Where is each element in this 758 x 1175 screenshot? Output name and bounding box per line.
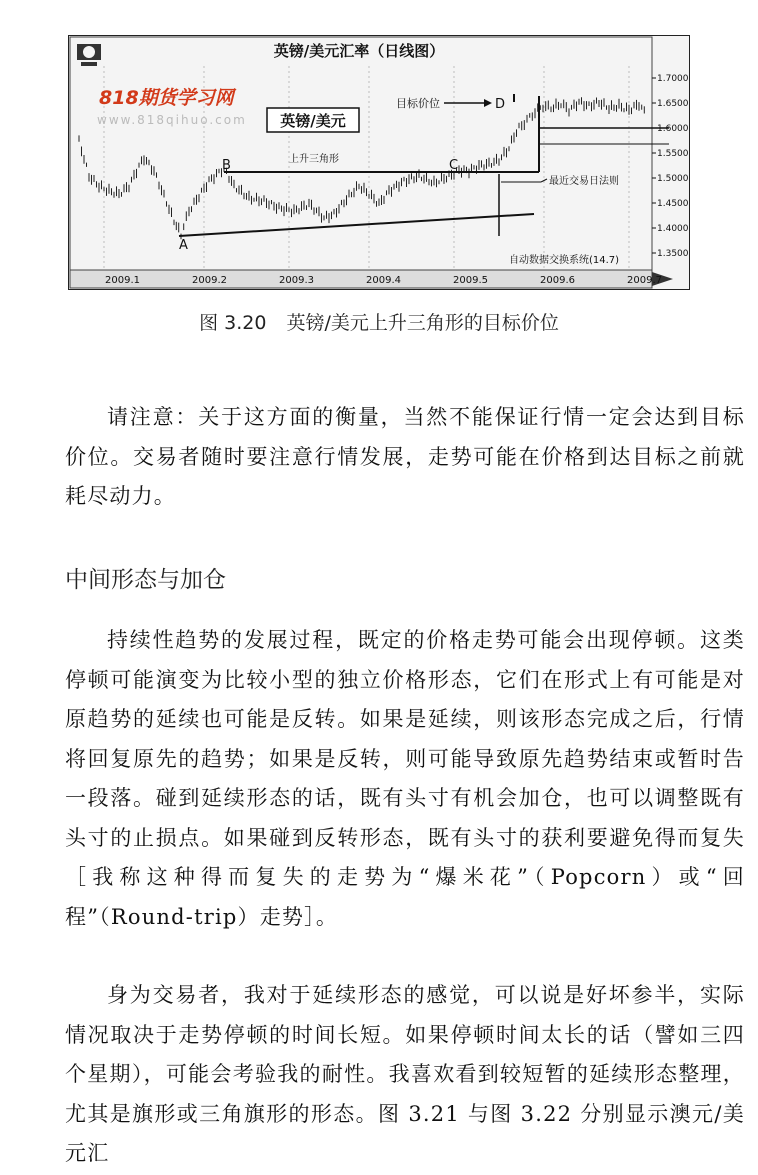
y-tick-label: 1.6500	[657, 99, 689, 109]
rule-label: 最近交易日法则	[549, 176, 619, 187]
x-tick-label: 2009.3	[279, 275, 314, 286]
paragraph-3: 身为交易者，我对于延续形态的感觉，可以说是好坏参半，实际情况取决于走势停顿的时间长短。如果停顿时间太长的话（譬如三四个星期），可能会考验我的耐性。我喜欢看到较短暂的延续形态整理，尤其是旗形或三角旗形的形态。图 3.21 与图 3.22 分别显示澳元/美元汇	[65, 983, 745, 1165]
triangle-label: 上升三角形	[289, 154, 339, 165]
y-tick-label: 1.6000	[657, 124, 689, 134]
chart-figure	[68, 35, 690, 290]
x-tick-label: 2009.5	[453, 275, 488, 286]
y-tick-label: 1.5000	[657, 174, 689, 184]
paragraph-1: 请注意：关于这方面的衡量，当然不能保证行情一定会达到目标价位。交易者随时要注意行情发展，走势可能在价格到达目标之前就耗尽动力。	[65, 405, 745, 508]
y-tick-label: 1.3500	[657, 249, 689, 259]
section-heading: 中间形态与加仓	[65, 567, 226, 593]
x-tick-label: 2009.4	[366, 275, 401, 286]
point-b-label: B	[222, 158, 231, 173]
system-label: 自动数据交换系统(14.7)	[509, 255, 620, 266]
x-tick-label: 2009.1	[105, 275, 140, 286]
x-tick-label: 2009.2	[192, 275, 227, 286]
y-tick-label: 1.4500	[657, 199, 689, 209]
y-tick-label: 1.5500	[657, 149, 689, 159]
arrow-right-icon	[484, 99, 492, 107]
caption-text: 英镑/美元上升三角形的目标价位	[286, 312, 559, 334]
pair-label: 英镑/美元	[280, 112, 346, 130]
x-tick-label: 2009.7	[627, 275, 662, 286]
point-a-label: A	[179, 238, 188, 253]
point-c-label: C	[449, 158, 459, 173]
y-tick-label: 1.7000	[657, 74, 689, 84]
figure-caption	[0, 308, 758, 335]
x-tick-label: 2009.6	[540, 275, 575, 286]
caption-number: 图 3.20	[199, 312, 267, 334]
watermark-logo: 818期货学习网	[99, 87, 234, 109]
ascending-support-line	[179, 214, 534, 236]
y-tick-label: 1.4000	[657, 224, 689, 234]
price-chart	[69, 36, 689, 289]
target-label: 目标价位	[396, 97, 440, 110]
exchange-logo-icon	[77, 44, 101, 66]
point-d-label: D	[495, 97, 506, 112]
watermark-url: www.818qihuo.com	[97, 113, 247, 127]
paragraph-2: 持续性趋势的发展过程，既定的价格走势可能会出现停顿。这类停顿可能演变为比较小型的独立价格形态，它们在形式上有可能是对原趋势的延续也可能是反转。如果是延续，则该形态完成之后，行情将回复原先的趋势；如果是反转，则可能导致原先趋势结束或暂时告一段落。碰到延续形态的话，既有头寸有机会加仓，也可以调整既有头寸的止损点。如果碰到反转形态，既有头寸的获利要避免得而复失［我称这种得而复失的走势为“爆米花”（Popcorn）或“回程”（Round-trip）走势］。	[65, 628, 745, 929]
chart-title: 英镑/美元汇率（日线图）	[273, 42, 445, 60]
